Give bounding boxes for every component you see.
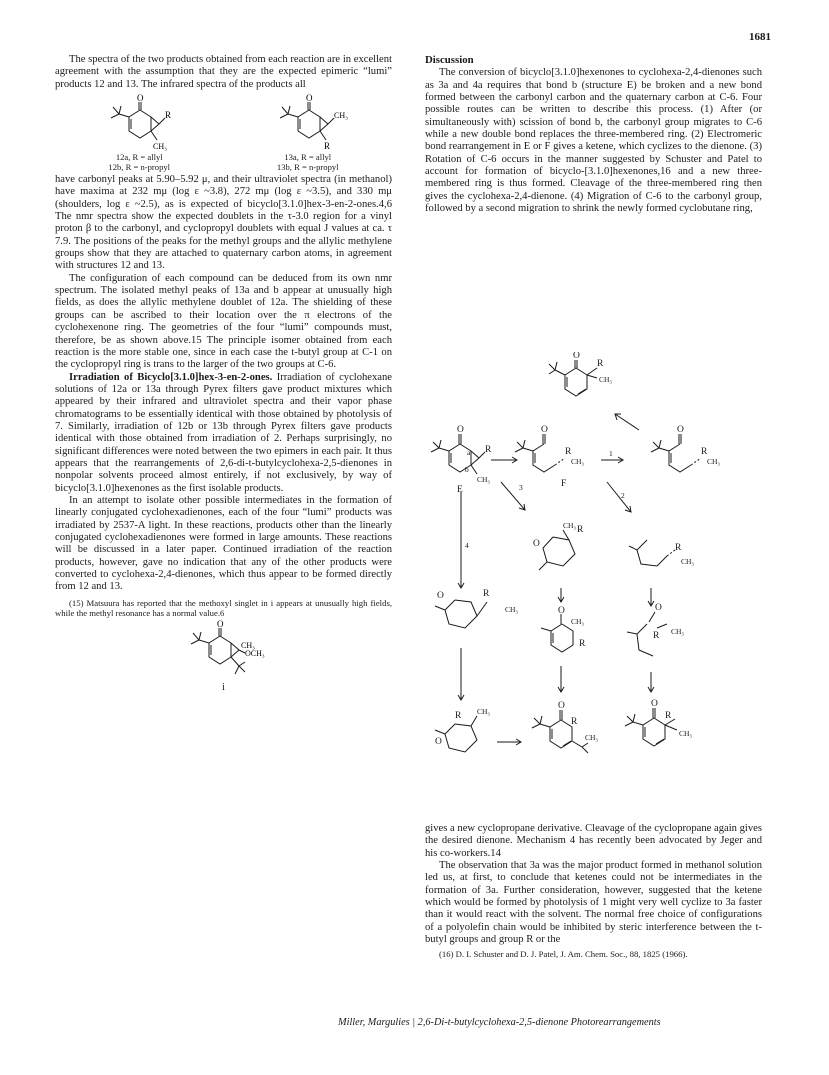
scheme-top-R: R — [597, 359, 604, 369]
structure-i-drawing — [169, 620, 279, 682]
svg-text:OCH₃: OCH₃ — [244, 649, 265, 659]
scheme-bl-O: O — [435, 737, 442, 747]
scheme-E-O: O — [457, 425, 464, 435]
svg-text:CH₃: CH₃ — [240, 641, 255, 651]
scheme-bl-CH3: CH₃ — [477, 707, 491, 716]
scheme-E-bond-a: a — [467, 448, 471, 457]
scheme-E-bond-b: b — [465, 465, 469, 474]
structure-13-caption-a: 13a, R = allyl — [284, 152, 332, 163]
footnote-16: (16) D. I. Schuster and D. J. Patel, J. Am. Chem. Soc., 88, 1825 (1966). — [439, 949, 688, 960]
scheme-r2-R: R — [675, 543, 682, 553]
scheme-r3-R: R — [577, 525, 584, 535]
lumi-structures — [55, 94, 392, 172]
scheme-r2-CH3: CH₃ — [681, 557, 695, 566]
scheme-E-CH3: CH₃ — [477, 475, 491, 484]
structure-13 — [262, 94, 354, 172]
scheme-ketene-CH3: CH₃ — [671, 627, 685, 636]
scheme-ketene-O: O — [655, 603, 662, 613]
scheme-right-R: R — [701, 447, 708, 457]
scheme-br-O: O — [651, 699, 658, 709]
running-footer: Miller, Margulies | 2,6-Di-t-butylcyclohexa-2,5-dienone Photorearrangements — [338, 1017, 661, 1028]
structure-i-label: i — [222, 682, 225, 694]
scheme-route-1: 1 — [609, 449, 613, 458]
scheme-label-F: F — [561, 479, 567, 489]
scheme-r3p-R: R — [579, 639, 586, 649]
scheme-top-structure — [549, 360, 597, 396]
svg-text:CH₃: CH₃ — [333, 111, 348, 121]
scheme-top-O: O — [573, 352, 580, 361]
scheme-br-R: R — [665, 711, 672, 721]
right-column-lower — [425, 823, 762, 960]
structure-i — [55, 620, 392, 694]
left-paragraph-2: have carbonyl peaks at 5.90–5.92 μ, and their ultraviolet spectra (in methanol) have maxima at 232 mμ (log ε ~3.8), 272 mμ (log ε ~3.5), and 330 mμ (shoulders, log ε ~2.5), as is expected of bicyclo[3.1.0]hex-3-en-2-ones.4,6 The nmr spectra show the expected doublets in the τ-3.0 region for a vinyl proton β to the carbonyl, and cyclopropyl doublets with equal J values at ca. τ 7.9. The positions of the peaks for the methyl groups and the allylic methylene groups show that they are attached to quaternary carbon atoms, in agreement with structures 12 and 13. — [55, 174, 392, 272]
left-paragraph-4-body: Irradiation of cyclohexane solutions of 12a or 13a through Pyrex filters gave product mixtures which appeared by their infrared and ultraviolet spectra and their vapor phase chromatograms to be essentially identical with those obtained by photolysis of 7. Similarly, irradiation of 12b or 13b through Pyrex filters gave products identical with those obtained from irradiation of 2. Perhaps surprisingly, no significant differences were noted between the two epimers in each pair. It thus appears that the rearrangements of 2,6-di-t-butylcyclohexa-2,5-dienones in nonpolar solvents proceed almost entirely, if not exclusively, by way of bicyclo[3.1.0]hexenones as the first isolable products. — [55, 371, 393, 494]
scheme-E-R: R — [485, 445, 492, 455]
scheme-bm-CH3: CH₃ — [585, 733, 599, 742]
scheme-r3p-O: O — [558, 606, 565, 616]
structure-13-drawing — [262, 94, 354, 152]
scheme-route-3: 3 — [519, 483, 523, 492]
left-paragraph-4 — [55, 372, 392, 495]
scheme-route-2: 2 — [621, 491, 625, 500]
svg-text:CH₃: CH₃ — [153, 142, 168, 152]
svg-text:O: O — [137, 94, 144, 104]
left-paragraph-3: The configuration of each compound can be deduced from its own nmr spectrum. The isolated methyl peaks of 13a and b appear at unusually high fields, as does the allylic methylene doublet of 12a. The shielding of these groups can be ascribed to their location over the π electrons of the cyclohexenone ring. The geometries of the four “lumi” compounds must, therefore, be as shown above.15 The principle isomer obtained from each reaction is the more stable one, since in each case the t-butyl group at C-1 on the cyclopropyl ring is trans to the larger of the two groups at C-6. — [55, 272, 392, 371]
structure-12-caption-a: 12a, R = allyl — [115, 152, 163, 163]
structure-12-caption-b: 12b, R = n-propyl — [108, 162, 171, 173]
svg-text:R: R — [323, 141, 330, 152]
right-paragraph-1: The conversion of bicyclo[3.1.0]hexenones to cyclohexa-2,4-dienones such as 3a and 4a requires that bond b (structure E) be broken and a new bond formed between the carbonyl carbon and the quaternary carbon at C-6. Four possible routes can be written to describe this process. (1) After (or simultaneously with) scission of bond b, the carbonyl group migrates to C-6 while a new double bond replaces the three-membered ring. (2) Electromeric bond rearrangement in E or F gives a ketene, which cyclizes to the dienone. (3) Rotation of C-6 occurs in the manner suggested by Schuster and Patel to account for formation of bicyclo-[3.1.0]hexenones,16 and a new three-membered ring is thus formed. Cleavage of the three-membered ring then gives the cyclohexa-2,4-dienone. (4) Migration of C-6 to the carbonyl group, followed by a second migration to shrink the newly formed cyclobutane ring, — [425, 67, 762, 215]
scheme-structure-right — [651, 434, 701, 472]
structure-12 — [93, 94, 185, 172]
scheme-route2-intermediate — [629, 540, 675, 566]
discussion-heading: Discussion — [425, 54, 474, 66]
scheme-right-CH3: CH₃ — [707, 457, 721, 466]
scheme-r3-O: O — [533, 539, 540, 549]
scheme-r3-CH3: CH₃ — [563, 521, 577, 530]
left-column — [55, 54, 392, 694]
svg-text:R: R — [165, 110, 172, 121]
scheme-F-O: O — [541, 425, 548, 435]
scheme-structure-E — [431, 434, 485, 474]
scheme-r3p-CH3: CH₃ — [571, 617, 585, 626]
scheme-route-4: 4 — [465, 541, 469, 550]
scheme-top-CH3: CH₃ — [599, 375, 613, 384]
svg-text:O: O — [216, 620, 223, 630]
scheme-br-CH3: CH₃ — [679, 729, 693, 738]
scheme-label-E: E — [457, 485, 463, 495]
right-paragraph-3: The observation that 3a was the major product formed in methanol solution led us, at first, to conclude that ketenes could not be intermediates in the formation of 3a. Further consideration, however, suggested that the ketene which would be formed by photolysis of 1 might very well cyclize to 3a faster than it would react with the solvent. The normal free choice of configurations of a polyolefin chain would be inhibited by steric interference between the t-butyl groups and group R or the — [425, 860, 762, 946]
right-column — [425, 54, 762, 215]
mechanism-scheme — [425, 352, 765, 818]
scheme-F-CH3: CH₃ — [571, 457, 585, 466]
scheme-structure-F — [515, 434, 565, 472]
svg-text:O: O — [305, 94, 313, 104]
scheme-right-O: O — [677, 425, 684, 435]
scheme-route3-product — [541, 614, 573, 652]
left-paragraph-5: In an attempt to isolate other possible intermediates in the formation of linearly conjugated cyclohexadienones, each of the four “lumi” products was irradiated by 2537-A light. In these reactions, products other than the linearly conjugated cyclohexadienones were formed in large amounts. These reactions will be discussed in a later paper. Continued irradiation of the reaction products, however, gave no indication that any of the other products were converted to cyclohexa-2,4-dienones, which thus appear to be formed directly from 12 and 13. — [55, 494, 392, 593]
scheme-route3-intermediate — [539, 530, 575, 570]
scheme-bottom-middle — [532, 710, 588, 753]
scheme-route4-intermediate — [435, 600, 487, 628]
scheme-F-R: R — [565, 447, 572, 457]
structure-13-caption-b: 13b, R = n-propyl — [276, 162, 339, 173]
section-heading-irradiation: Irradiation of Bicyclo[3.1.0]hex-3-en-2-ones. — [69, 371, 273, 383]
scheme-bl-R: R — [455, 711, 462, 721]
left-paragraph-1: The spectra of the two products obtained from each reaction are in excellent agreement with the assumption that they are the expected epimeric “lumi” products 12 and 13. The infrared spectra of the products all — [55, 54, 392, 90]
scheme-bm-R: R — [571, 717, 578, 727]
scheme-ketene-R: R — [653, 631, 660, 641]
footnote-15: (15) Matsuura has reported that the methoxyl singlet in i appears at unusually high fields, while the methyl resonance has a normal value.6 — [55, 597, 392, 618]
page-number: 1681 — [749, 31, 771, 43]
scheme-r4-R: R — [483, 589, 490, 599]
scheme-r4-CH3: CH₃ — [505, 605, 519, 614]
structure-12-drawing — [93, 94, 185, 152]
scheme-r4-O: O — [437, 591, 444, 601]
scheme-bm-O: O — [558, 701, 565, 711]
scheme-ketene — [627, 612, 667, 656]
right-paragraph-2: gives a new cyclopropane derivative. Cleavage of the cyclopropane again gives the desired dienone. Mechanism 4 has recently been advocated by Jeger and his co-workers.14 — [425, 823, 762, 859]
